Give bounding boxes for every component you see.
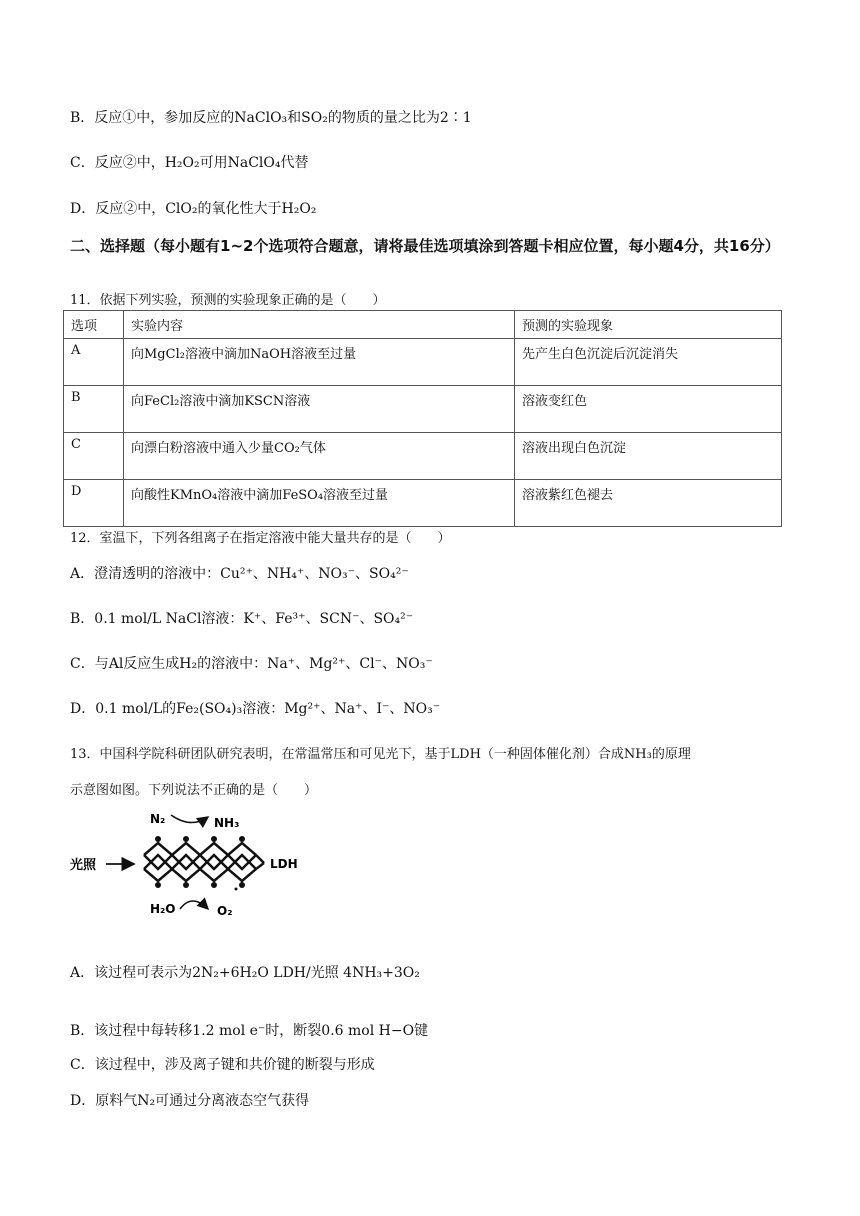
row-content: 向MgCl₂溶液中滴加NaOH溶液至过量	[124, 339, 515, 386]
header-result: 预测的实验现象	[515, 311, 782, 339]
option-c-q10: C．反应②中，H₂O₂可用NaClO₄代替	[70, 155, 309, 171]
q13-option-b: B．该过程中每转移1.2 mol e⁻时，断裂0.6 mol H−O键	[70, 1023, 429, 1039]
nh3-label: NH₃	[214, 816, 240, 830]
row-option: B	[64, 386, 124, 433]
q13-option-a: A．该过程可表示为2N₂+6H₂O LDH/光照 4NH₃+3O₂	[70, 965, 420, 981]
q12-option-c: C．与Al反应生成H₂的溶液中：Na⁺、Mg²⁺、Cl⁻、NO₃⁻	[70, 656, 433, 672]
table-row	[64, 480, 782, 527]
n2-label: N₂	[150, 812, 166, 826]
ldh-label: LDH	[270, 857, 298, 871]
row-result: 溶液紫红色褪去	[515, 480, 782, 527]
table-row	[64, 433, 782, 480]
o2-label: O₂	[217, 904, 233, 918]
q12-option-b: B．0.1 mol/L NaCl溶液：K⁺、Fe³⁺、SCN⁻、SO₄²⁻	[70, 611, 414, 627]
question-13-line2: 示意图如图。下列说法不正确的是（ ）	[70, 783, 318, 798]
row-option: D	[64, 480, 124, 527]
table-row	[64, 339, 782, 386]
table-row	[64, 386, 782, 433]
option-b-q10: B．反应①中，参加反应的NaClO₃和SO₂的物质的量之比为2∶1	[70, 110, 472, 126]
section-heading: 二、选择题（每小题有1~2个选项符合题意，请将最佳选项填涂到答题卡相应位置，每小题4分，共16分）	[70, 237, 780, 255]
row-content: 向漂白粉溶液中通入少量CO₂气体	[124, 433, 515, 480]
row-content: 向FeCl₂溶液中滴加KSCN溶液	[124, 386, 515, 433]
row-option: C	[64, 433, 124, 480]
q12-option-a: A．澄清透明的溶液中：Cu²⁺、NH₄⁺、NO₃⁻、SO₄²⁻	[70, 566, 409, 582]
light-label: 光照	[70, 858, 97, 873]
curved-arrow-bottom	[180, 901, 208, 909]
q12-option-d: D．0.1 mol/L的Fe₂(SO₄)₃溶液：Mg²⁺、Na⁺、I⁻、NO₃⁻	[70, 701, 441, 717]
ldh-diagram	[68, 805, 318, 925]
q13-option-d: D．原料气N₂可通过分离液态空气获得	[70, 1093, 310, 1109]
row-result: 先产生白色沉淀后沉淀消失	[515, 339, 782, 386]
question-11: 11．依据下列实验，预测的实验现象正确的是（ ）	[70, 293, 386, 308]
row-option: A	[64, 339, 124, 386]
row-content: 向酸性KMnO₄溶液中滴加FeSO₄溶液至过量	[124, 480, 515, 527]
row-result: 溶液变红色	[515, 386, 782, 433]
ldh-lattice	[144, 843, 264, 881]
row-result: 溶液出现白色沉淀	[515, 433, 782, 480]
header-content: 实验内容	[124, 311, 515, 339]
q13-option-c: C．该过程中，涉及离子键和共价键的断裂与形成	[70, 1057, 375, 1073]
h2o-label: H₂O	[150, 902, 176, 916]
question-12: 12．室温下，下列各组离子在指定溶液中能大量共存的是（ ）	[70, 531, 451, 546]
curved-arrow-top	[171, 815, 208, 823]
experiment-table	[63, 310, 782, 527]
header-option: 选项	[64, 311, 124, 339]
lattice-nodes	[155, 836, 245, 891]
question-13-line1: 13．中国科学院科研团队研究表明，在常温常压和可见光下，基于LDH（一种固体催化剂）合成NH₃的原理	[70, 747, 691, 762]
option-d-q10: D．反应②中，ClO₂的氧化性大于H₂O₂	[70, 201, 317, 217]
